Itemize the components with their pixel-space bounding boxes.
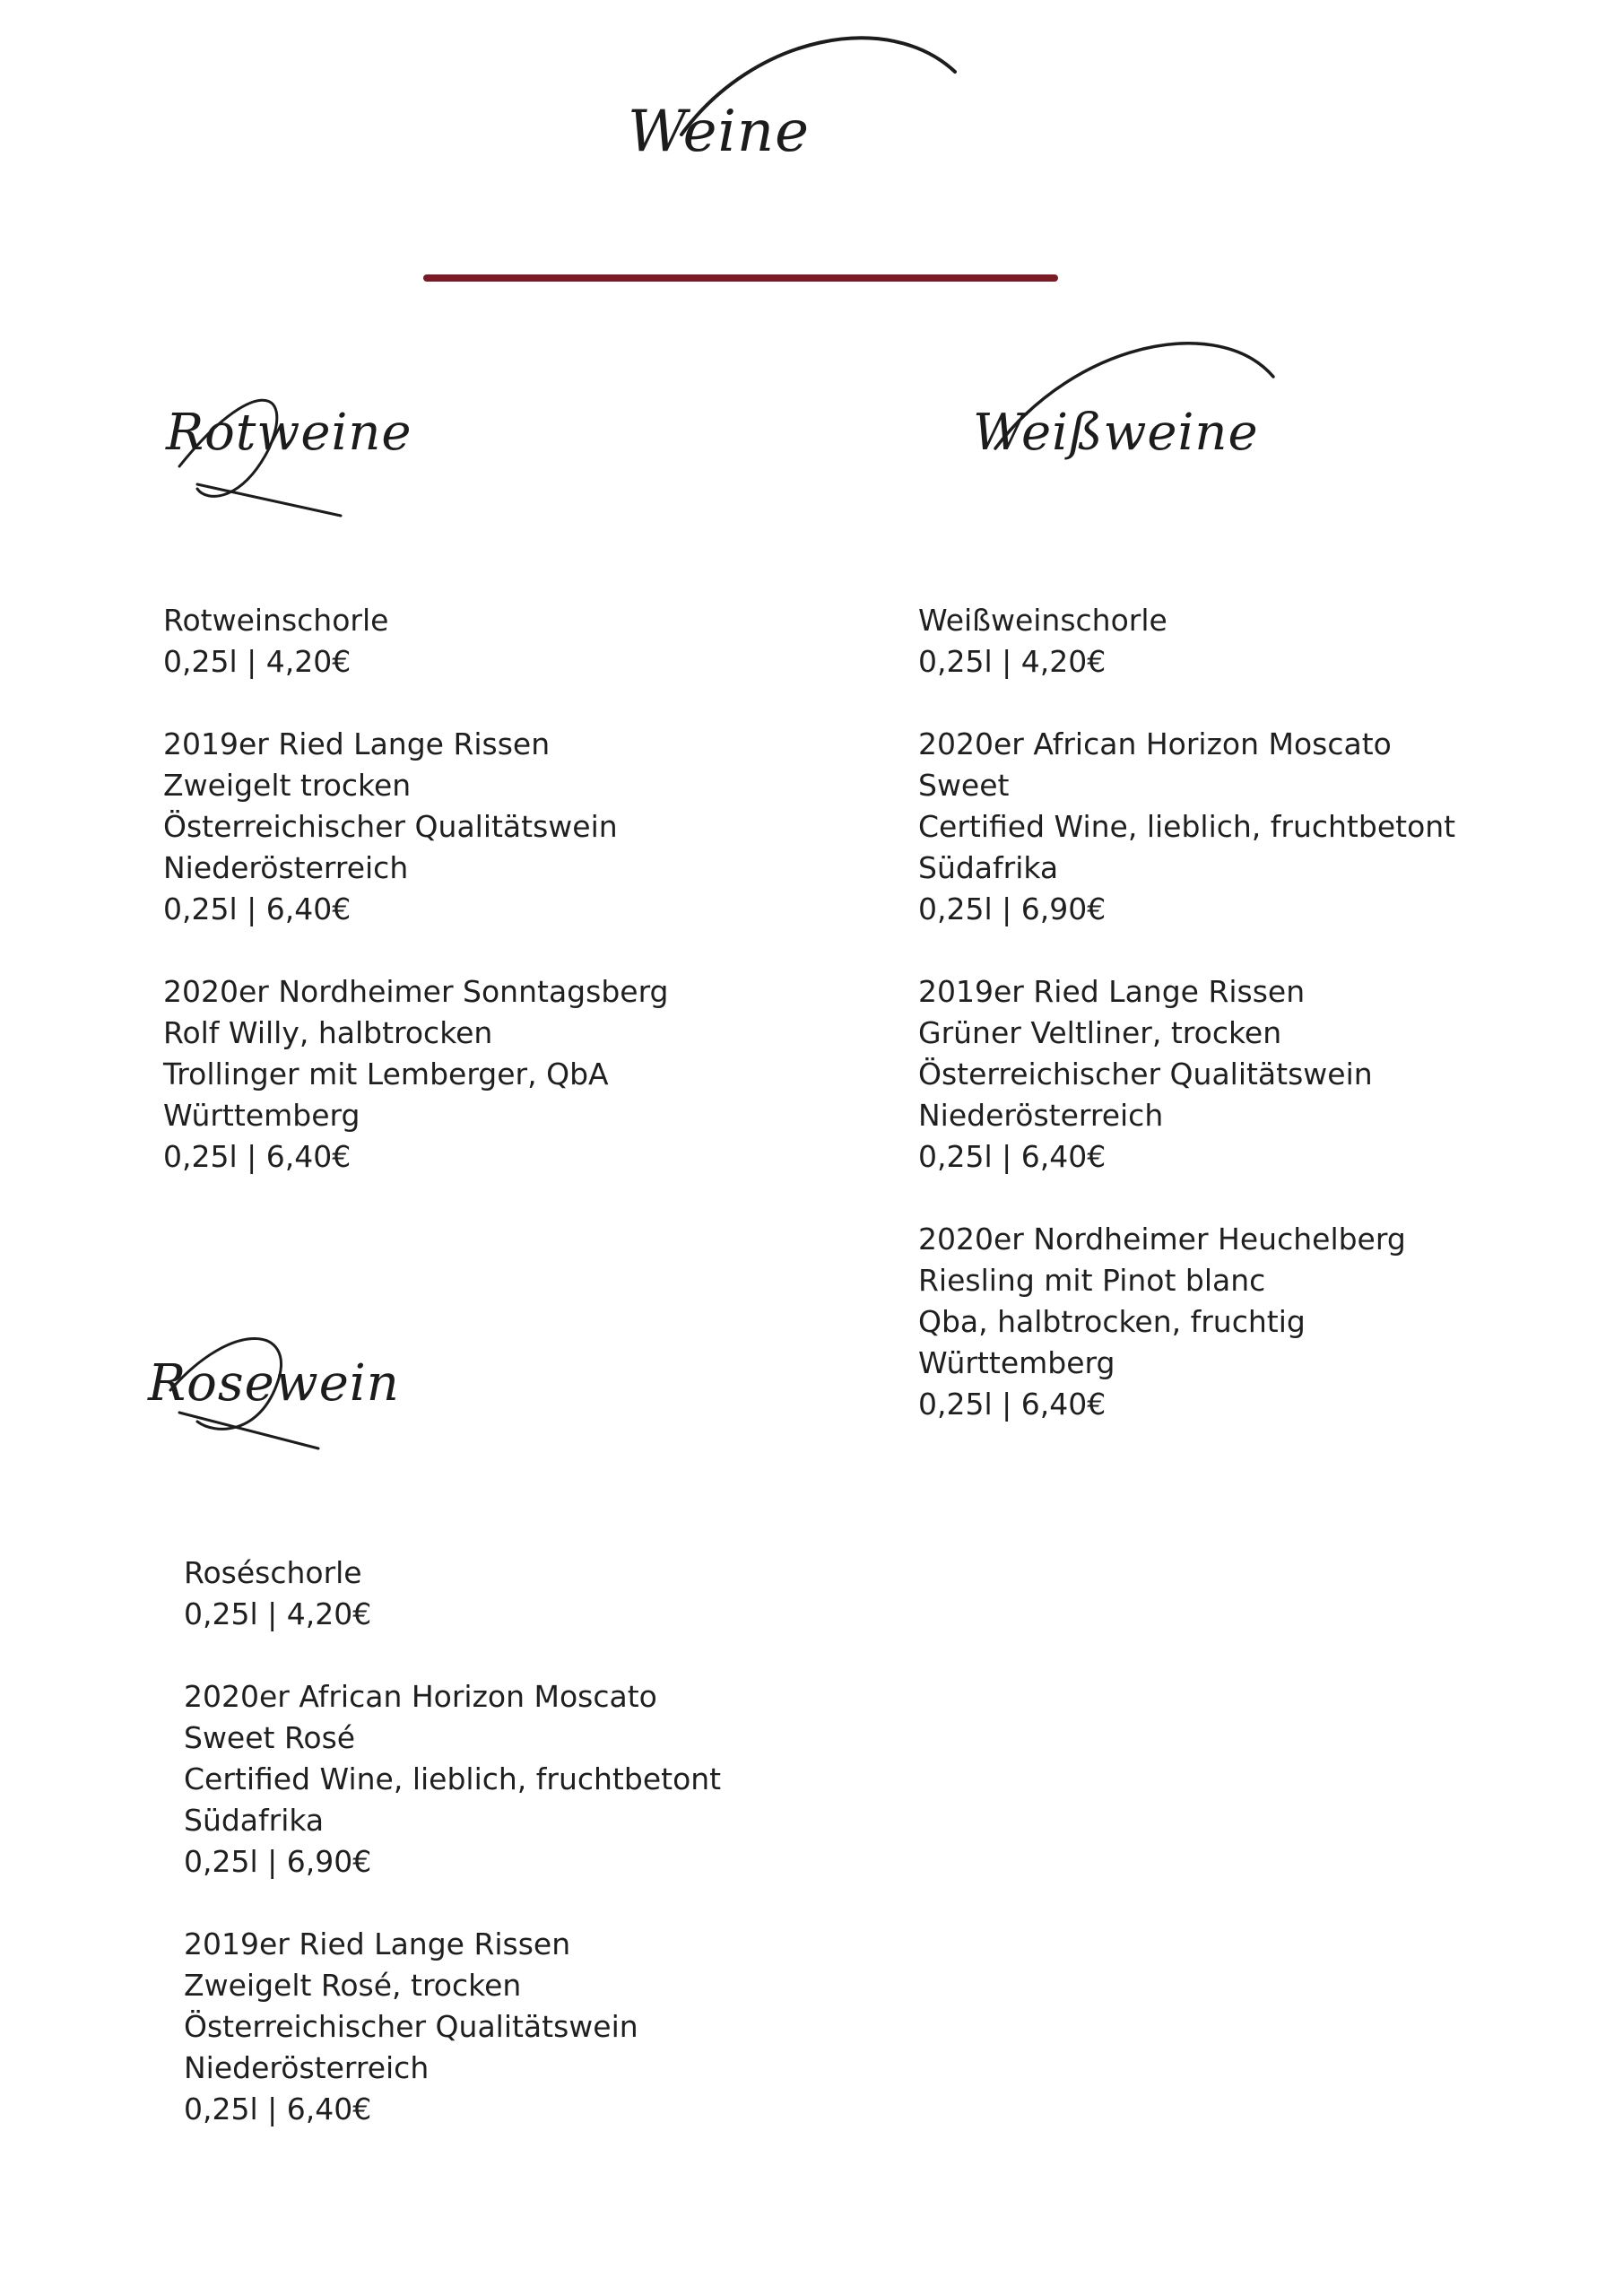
- wine-detail: Rotweinschorle: [163, 603, 389, 638]
- wine-detail: Niederösterreich: [163, 850, 409, 885]
- wine-price: 0,25l | 6,90€: [184, 1844, 372, 1879]
- wine-detail: 2020er Nordheimer Heuchelberg: [918, 1222, 1406, 1257]
- wine-detail: Zweigelt Rosé, trocken: [184, 1968, 522, 2003]
- wine-detail: Südafrika: [918, 850, 1059, 885]
- wine-price: 0,25l | 4,20€: [918, 644, 1107, 679]
- page-title: Weine: [628, 99, 810, 165]
- wine-price: 0,25l | 6,40€: [163, 891, 352, 926]
- section-heading-weissweine: Weißweine: [973, 404, 1259, 462]
- wine-detail: Trollinger mit Lemberger, QbA: [163, 1057, 609, 1091]
- wine-detail: 2019er Ried Lange Rissen: [163, 726, 551, 761]
- wine-detail: Sweet Rosé: [184, 1720, 356, 1755]
- wine-entry: [918, 1219, 1455, 1425]
- wine-detail: Südafrika: [184, 1803, 325, 1838]
- wine-detail: Zweigelt trocken: [163, 768, 412, 803]
- wine-detail: Certified Wine, lieblich, fruchtbetont: [918, 809, 1456, 844]
- wine-detail: Roséschorle: [184, 1555, 362, 1590]
- title-underline: [423, 274, 1058, 282]
- wine-detail: Österreichischer Qualitätswein: [163, 809, 618, 844]
- section-heading-rosewein: Rosewein: [148, 1354, 400, 1413]
- wine-price: 0,25l | 6,40€: [163, 1139, 352, 1174]
- wine-detail: Weißweinschorle: [918, 603, 1167, 638]
- wine-entry: [918, 724, 1455, 930]
- wine-entry: [184, 1924, 721, 2130]
- wine-detail: Österreichischer Qualitätswein: [918, 1057, 1373, 1091]
- wine-entry: [918, 971, 1455, 1178]
- wine-detail: 2020er African Horizon Moscato: [918, 726, 1392, 761]
- wine-detail: Württemberg: [918, 1345, 1115, 1380]
- wine-price: 0,25l | 6,40€: [918, 1387, 1107, 1422]
- wine-detail: Certified Wine, lieblich, fruchtbetont: [184, 1761, 722, 1796]
- wine-price: 0,25l | 6,40€: [184, 2092, 372, 2126]
- wine-detail: Österreichischer Qualitätswein: [184, 2009, 638, 2044]
- title-flourish: [0, 0, 1623, 628]
- section-heading-rotweine: Rotweine: [166, 404, 412, 462]
- wine-detail: Niederösterreich: [918, 1098, 1164, 1133]
- wine-detail: Niederösterreich: [184, 2050, 430, 2085]
- wine-entry: [184, 1552, 721, 1635]
- wine-price: 0,25l | 6,40€: [918, 1139, 1107, 1174]
- wine-price: 0,25l | 4,20€: [163, 644, 352, 679]
- wine-detail: Qba, halbtrocken, fruchtig: [918, 1304, 1306, 1339]
- wine-detail: Sweet: [918, 768, 1010, 803]
- wine-detail: Riesling mit Pinot blanc: [918, 1263, 1266, 1298]
- wine-entry: [184, 1676, 721, 1883]
- wine-entry: [918, 600, 1455, 683]
- rosewein-list: [184, 1552, 721, 2171]
- weissweine-list: [918, 600, 1455, 1466]
- wine-detail: Württemberg: [163, 1098, 360, 1133]
- wine-detail: Grüner Veltliner, trocken: [918, 1015, 1282, 1050]
- wine-entry: [163, 724, 669, 930]
- rotweine-list: [163, 600, 669, 1219]
- wine-price: 0,25l | 6,90€: [918, 891, 1107, 926]
- wine-detail: 2020er African Horizon Moscato: [184, 1679, 657, 1714]
- wine-detail: 2020er Nordheimer Sonntagsberg: [163, 974, 669, 1009]
- wine-entry: [163, 600, 669, 683]
- wine-detail: 2019er Ried Lange Rissen: [918, 974, 1306, 1009]
- wine-detail: 2019er Ried Lange Rissen: [184, 1926, 571, 1961]
- wine-entry: [163, 971, 669, 1178]
- wine-price: 0,25l | 4,20€: [184, 1596, 372, 1631]
- wine-detail: Rolf Willy, halbtrocken: [163, 1015, 493, 1050]
